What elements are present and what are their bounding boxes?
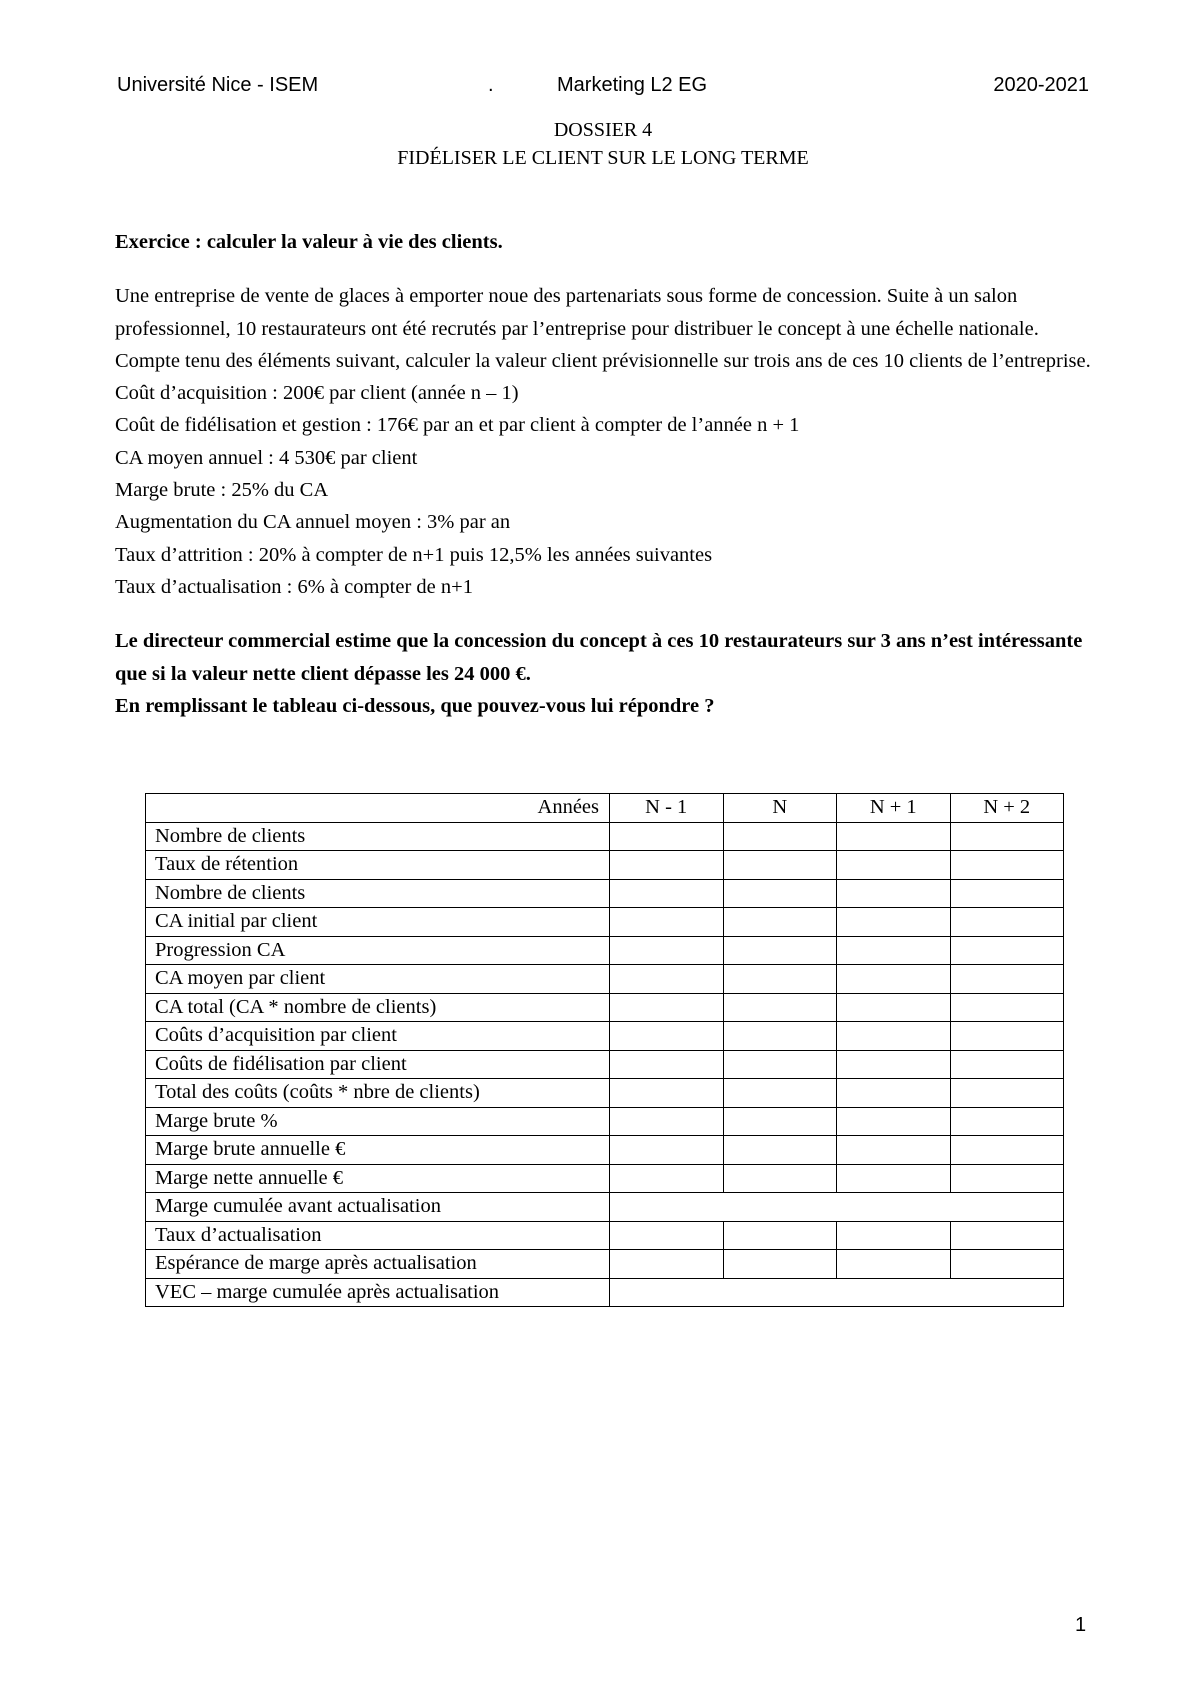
- table-cell[interactable]: [837, 908, 951, 937]
- year-header: N + 1: [837, 794, 951, 823]
- years-header-label: Années: [146, 794, 610, 823]
- parameter-discount-rate: Taux d’actualisation : 6% à compter de n+1: [115, 575, 473, 598]
- exercise-title: Exercice : calculer la valeur à vie des clients.: [115, 231, 503, 253]
- table-row: [146, 1221, 1064, 1250]
- dossier-number: DOSSIER 4: [553, 119, 653, 141]
- table-cell[interactable]: [950, 965, 1064, 994]
- table-cell[interactable]: [837, 879, 951, 908]
- table-cell[interactable]: [610, 879, 724, 908]
- table-cell[interactable]: [837, 1250, 951, 1279]
- table-row: [146, 1250, 1064, 1279]
- table-row: [146, 1107, 1064, 1136]
- row-label: Coûts de fidélisation par client: [146, 1050, 610, 1079]
- table-cell[interactable]: [837, 1221, 951, 1250]
- row-label: CA total (CA * nombre de clients): [146, 993, 610, 1022]
- table-cell[interactable]: [837, 1107, 951, 1136]
- table-row: [146, 1022, 1064, 1051]
- question-prompt: En remplissant le tableau ci-dessous, que pouvez-vous lui répondre ?: [115, 694, 715, 717]
- table-cell[interactable]: [610, 851, 724, 880]
- table-row: [146, 993, 1064, 1022]
- table-row: [146, 1193, 1064, 1222]
- question-statement: Le directeur commercial estime que la concession du concept à ces 10 restaurateurs sur 3 ans n’est intéressante que si la valeur nette client dépasse les 24 000 €.: [115, 630, 1083, 685]
- row-label: Espérance de marge après actualisation: [146, 1250, 610, 1279]
- row-label: CA initial par client: [146, 908, 610, 937]
- table-cell[interactable]: [610, 1164, 724, 1193]
- parameter-average-revenue: CA moyen annuel : 4 530€ par client: [115, 446, 418, 469]
- table-cell[interactable]: [610, 1250, 724, 1279]
- parameter-retention-cost: Coût de fidélisation et gestion : 176€ par an et par client à compter de l’année n + 1: [115, 414, 800, 437]
- row-label: Total des coûts (coûts * nbre de clients): [146, 1079, 610, 1108]
- page-number: 1: [1075, 1614, 1087, 1636]
- table-cell[interactable]: [610, 1221, 724, 1250]
- header-course: Marketing L2 EG: [557, 74, 708, 96]
- parameter-revenue-growth: Augmentation du CA annuel moyen : 3% par an: [115, 511, 511, 534]
- table-cell[interactable]: [837, 1079, 951, 1108]
- row-label: Marge brute annuelle €: [146, 1136, 610, 1165]
- table-cell[interactable]: [723, 965, 837, 994]
- row-label: Taux d’actualisation: [146, 1221, 610, 1250]
- table-cell[interactable]: [610, 1079, 724, 1108]
- table-cell[interactable]: [723, 1022, 837, 1051]
- table-row: [146, 851, 1064, 880]
- table-cell[interactable]: [723, 1221, 837, 1250]
- table-cell[interactable]: [837, 993, 951, 1022]
- table-cell[interactable]: [837, 1050, 951, 1079]
- table-cell[interactable]: [950, 993, 1064, 1022]
- table-cell[interactable]: [610, 1107, 724, 1136]
- table-row: [146, 965, 1064, 994]
- table-cell[interactable]: [950, 1022, 1064, 1051]
- table-row: [146, 1164, 1064, 1193]
- parameter-gross-margin: Marge brute : 25% du CA: [115, 479, 329, 502]
- table-cell[interactable]: [610, 936, 724, 965]
- dossier-subtitle: FIDÉLISER LE CLIENT SUR LE LONG TERME: [397, 147, 809, 169]
- row-label: Marge nette annuelle €: [146, 1164, 610, 1193]
- table-cell[interactable]: [723, 1079, 837, 1108]
- table-cell[interactable]: [950, 908, 1064, 937]
- table-cell[interactable]: [837, 1164, 951, 1193]
- table-cell[interactable]: [950, 1136, 1064, 1165]
- table-cell[interactable]: [950, 1079, 1064, 1108]
- table-cell[interactable]: [723, 1250, 837, 1279]
- table-cell[interactable]: [723, 851, 837, 880]
- table-cell[interactable]: [950, 1250, 1064, 1279]
- page-header: [117, 74, 1089, 104]
- table-row: [146, 822, 1064, 851]
- table-row: [146, 1136, 1064, 1165]
- table-merged-cell[interactable]: [610, 1193, 1064, 1222]
- customer-value-table: [145, 793, 1064, 1307]
- table-cell[interactable]: [610, 1022, 724, 1051]
- table-row: [146, 1050, 1064, 1079]
- table-cell[interactable]: [837, 851, 951, 880]
- table-cell[interactable]: [723, 1164, 837, 1193]
- table-cell[interactable]: [610, 908, 724, 937]
- year-header: N - 1: [610, 794, 724, 823]
- table-cell[interactable]: [837, 822, 951, 851]
- table-cell[interactable]: [950, 1221, 1064, 1250]
- table-cell[interactable]: [950, 1050, 1064, 1079]
- table-row: [146, 1278, 1064, 1307]
- row-label: Coûts d’acquisition par client: [146, 1022, 610, 1051]
- row-label: Nombre de clients: [146, 822, 610, 851]
- parameter-acquisition-cost: Coût d’acquisition : 200€ par client (année n – 1): [115, 382, 519, 405]
- table-row: [146, 879, 1064, 908]
- table-merged-cell[interactable]: [610, 1278, 1064, 1307]
- table-cell[interactable]: [610, 993, 724, 1022]
- table-cell[interactable]: [610, 822, 724, 851]
- table-cell[interactable]: [837, 1022, 951, 1051]
- table-cell[interactable]: [723, 936, 837, 965]
- table-cell[interactable]: [610, 1050, 724, 1079]
- header-university: Université Nice - ISEM: [117, 74, 319, 96]
- table-cell[interactable]: [723, 993, 837, 1022]
- table-cell[interactable]: [950, 1107, 1064, 1136]
- row-label: Marge cumulée avant actualisation: [146, 1193, 610, 1222]
- table-cell[interactable]: [610, 1136, 724, 1165]
- table-cell[interactable]: [610, 965, 724, 994]
- title-block: [117, 116, 1089, 172]
- table-cell[interactable]: [950, 936, 1064, 965]
- exercise-intro: Une entreprise de vente de glaces à emporter noue des partenariats sous forme de concession. Suite à un salon professionnel, 10 restaurateurs ont été recrutés par l’entreprise pour distribuer le concept à une échelle nationale. Compte tenu des éléments suivant, calculer la valeur client prévisionnelle sur trois ans de ces 10 clients de l’entreprise.: [115, 285, 1091, 372]
- row-label: Nombre de clients: [146, 879, 610, 908]
- row-label: Progression CA: [146, 936, 610, 965]
- table-cell[interactable]: [723, 1136, 837, 1165]
- table-row: [146, 936, 1064, 965]
- exercise-content: [115, 226, 1095, 722]
- table-cell[interactable]: [837, 965, 951, 994]
- table-row: [146, 908, 1064, 937]
- table-cell[interactable]: [950, 822, 1064, 851]
- table-row: [146, 1079, 1064, 1108]
- table-cell[interactable]: [723, 908, 837, 937]
- row-label: CA moyen par client: [146, 965, 610, 994]
- row-label: VEC – marge cumulée après actualisation: [146, 1278, 610, 1307]
- parameter-attrition-rate: Taux d’attrition : 20% à compter de n+1 puis 12,5% les années suivantes: [115, 543, 713, 566]
- header-year: 2020-2021: [993, 74, 1089, 96]
- row-label: Marge brute %: [146, 1107, 610, 1136]
- table-cell[interactable]: [950, 851, 1064, 880]
- parameter-list: [115, 377, 1095, 603]
- year-header: N: [723, 794, 837, 823]
- table-cell[interactable]: [950, 1164, 1064, 1193]
- table-cell[interactable]: [723, 1050, 837, 1079]
- table-cell[interactable]: [837, 936, 951, 965]
- table-cell[interactable]: [950, 879, 1064, 908]
- row-label: Taux de rétention: [146, 851, 610, 880]
- table-cell[interactable]: [723, 879, 837, 908]
- header-separator: .: [488, 74, 494, 96]
- table-header-row: [146, 794, 1064, 823]
- year-header: N + 2: [950, 794, 1064, 823]
- table-cell[interactable]: [723, 1107, 837, 1136]
- table-cell[interactable]: [723, 822, 837, 851]
- table-cell[interactable]: [837, 1136, 951, 1165]
